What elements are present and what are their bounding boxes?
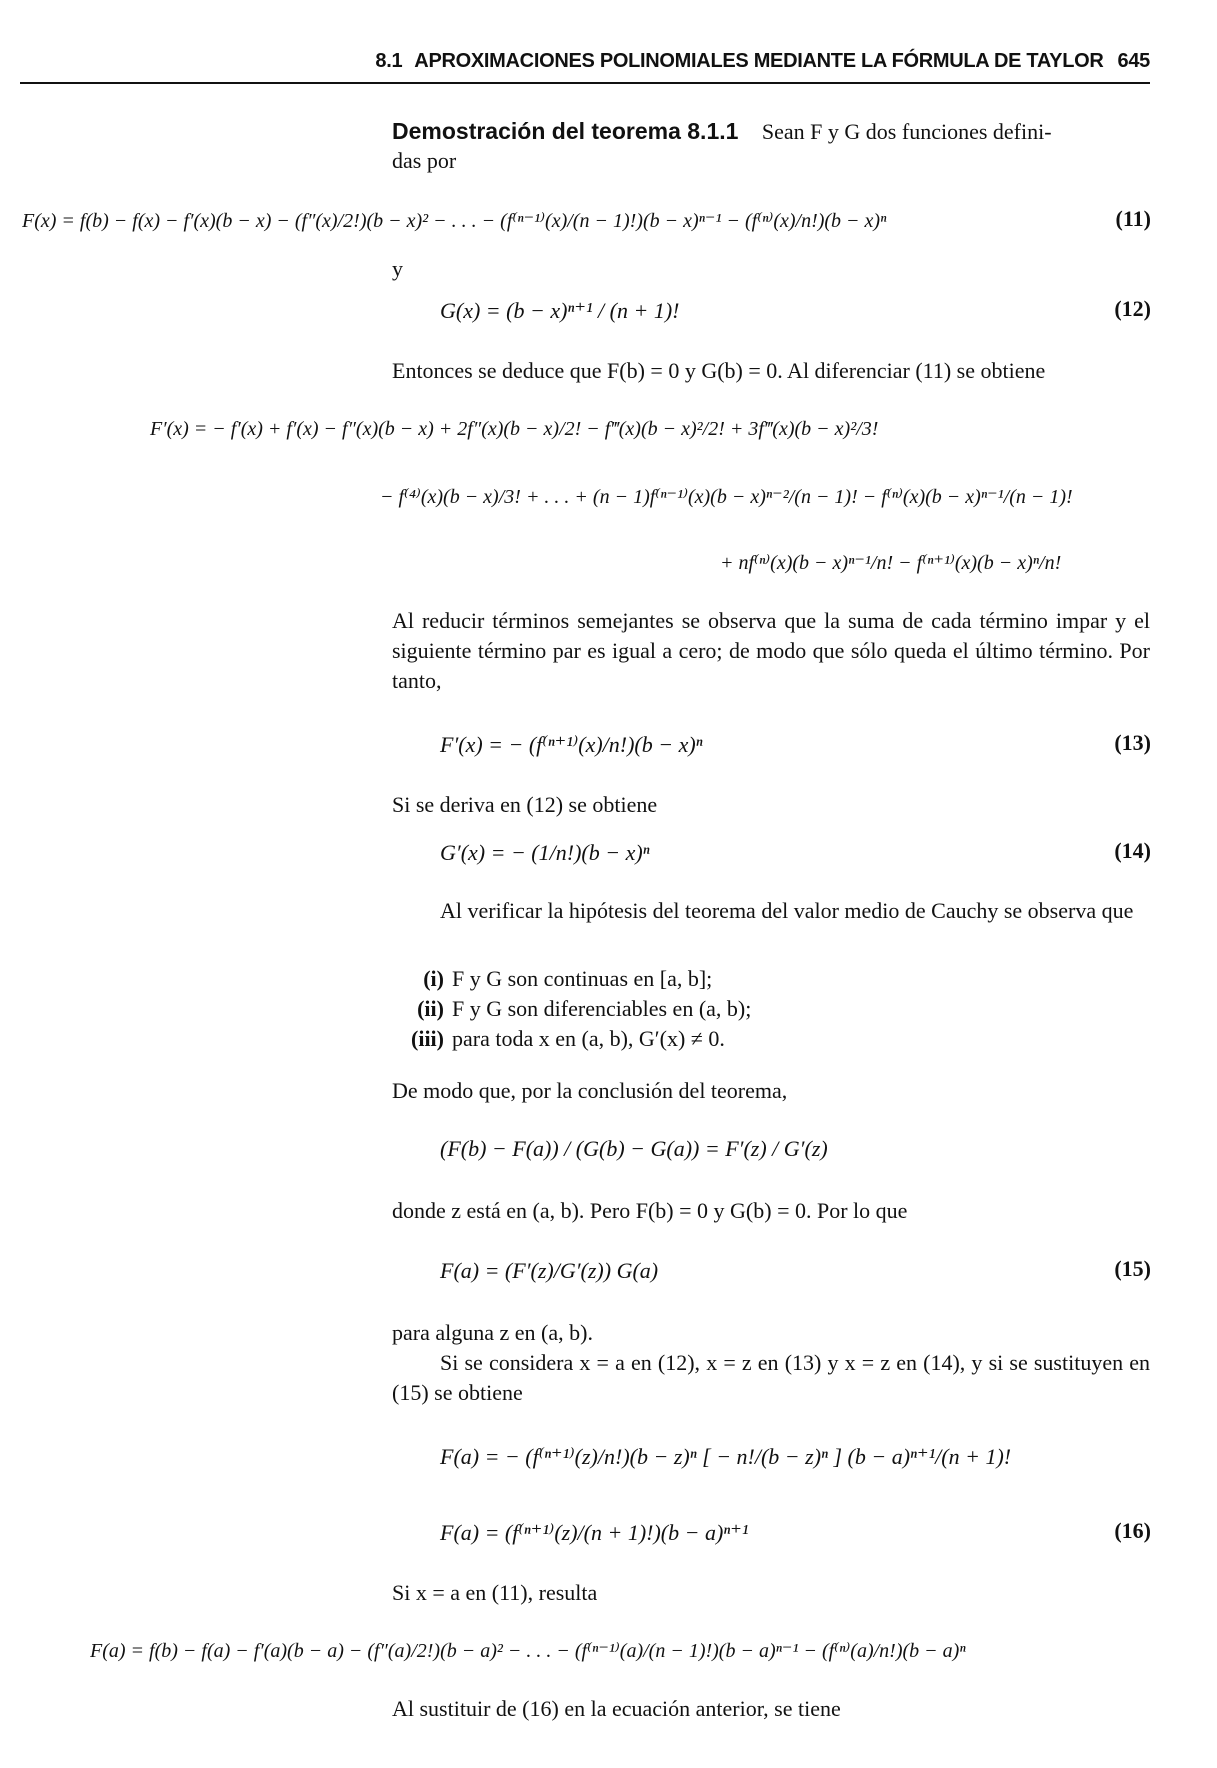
header-title-block xyxy=(375,50,1150,73)
equation-15-number: (15) xyxy=(1114,1256,1151,1281)
equation-15: F(a) = (F′(z)/G′(z)) G(a) xyxy=(440,1258,659,1283)
hypothesis-label: (ii) xyxy=(417,996,444,1021)
proof-heading: Demostración del teorema 8.1.1 xyxy=(392,118,739,144)
proof-intro xyxy=(392,116,1052,147)
some-z-line: para alguna z en (a, b). xyxy=(392,1320,593,1345)
proof-intro-line1: Sean F y G dos funciones defini- xyxy=(761,119,1052,144)
equation-16-number: (16) xyxy=(1114,1518,1151,1543)
equation-14: G′(x) = − (1/n!)(b − x)ⁿ xyxy=(440,840,650,865)
section-number: 8.1 xyxy=(375,50,403,72)
equation-11-number: (11) xyxy=(1115,206,1151,231)
if-x-a-line: Si x = a en (11), resulta xyxy=(392,1580,598,1605)
derivative-line-2: − f⁽⁴⁾(x)(b − x)/3! + . . . + (n − 1)f⁽ⁿ⁻¹⁾(x)(b − x)ⁿ⁻²/(n − 1)! − f⁽ⁿ⁾(x)(b − x)ⁿ⁻¹/(n − 1)! xyxy=(380,486,1073,508)
derivative-line-1: F′(x) = − f′(x) + f′(x) − f″(x)(b − x) + 2f″(x)(b − x)/2! − f‴(x)(b − x)²/2! + 3f‴(x)(b − x)²/3! xyxy=(150,418,879,440)
equation-12-number: (12) xyxy=(1114,296,1151,321)
running-header xyxy=(20,48,1150,84)
hypothesis-text: F y G son continuas en [a, b]; xyxy=(452,966,713,991)
deduce-line: Entonces se deduce que F(b) = 0 y G(b) = 0. Al diferenciar (11) se obtiene xyxy=(392,358,1046,383)
substituting-line: Al sustituir de (16) en la ecuación anterior, se tiene xyxy=(392,1696,841,1721)
final-equation: F(a) = f(b) − f(a) − f′(a)(b − a) − (f″(a)/2!)(b − a)² − . . . − (f⁽ⁿ⁻¹⁾(a)/(n − 1)!)(b − a)ⁿ⁻¹ − (f⁽ⁿ⁾(a)/n!)(b − a)ⁿ xyxy=(90,1640,966,1662)
hypothesis-item xyxy=(400,996,751,1022)
proof-intro-line2: das por xyxy=(392,148,457,173)
derivative-line-3: + nf⁽ⁿ⁾(x)(b − x)ⁿ⁻¹/n! − f⁽ⁿ⁺¹⁾(x)(b − x)ⁿ/n! xyxy=(720,552,1062,574)
hypothesis-text: para toda x en (a, b), G′(x) ≠ 0. xyxy=(452,1026,725,1051)
reduce-paragraph: Al reducir términos semejantes se observa que la suma de cada término impar y el siguiente término par es igual a cero; de modo que sólo queda el último término. Por tanto, xyxy=(392,608,1150,693)
consider-paragraph: Si se considera x = a en (12), x = z en (13) y x = z en (14), y si se sustituyen en (15) se obtiene xyxy=(392,1350,1150,1405)
section-title: APROXIMACIONES POLINOMIALES MEDIANTE LA FÓRMULA DE TAYLOR xyxy=(414,50,1104,72)
hypothesis-label: (i) xyxy=(423,966,444,991)
hypothesis-item xyxy=(400,966,712,992)
equation-13-number: (13) xyxy=(1114,730,1151,755)
cauchy-paragraph: Al verificar la hipótesis del teorema del valor medio de Cauchy se observa que xyxy=(440,898,1134,923)
conjunction-y: y xyxy=(392,256,403,281)
equation-14-number: (14) xyxy=(1114,838,1151,863)
substitution-equation: F(a) = − (f⁽ⁿ⁺¹⁾(z)/n!)(b − z)ⁿ [ − n!/(b − z)ⁿ ] (b − a)ⁿ⁺¹/(n + 1)! xyxy=(440,1444,1012,1469)
cauchy-equation: (F(b) − F(a)) / (G(b) − G(a)) = F′(z) / G′(z) xyxy=(440,1136,828,1161)
page-number: 645 xyxy=(1117,50,1150,72)
equation-16: F(a) = (f⁽ⁿ⁺¹⁾(z)/(n + 1)!)(b − a)ⁿ⁺¹ xyxy=(440,1520,749,1545)
hypothesis-text: F y G son diferenciables en (a, b); xyxy=(452,996,752,1021)
where-line: donde z está en (a, b). Pero F(b) = 0 y G(b) = 0. Por lo que xyxy=(392,1198,908,1223)
equation-13: F′(x) = − (f⁽ⁿ⁺¹⁾(x)/n!)(b − x)ⁿ xyxy=(440,732,703,757)
equation-11: F(x) = f(b) − f(x) − f′(x)(b − x) − (f″(x)/2!)(b − x)² − . . . − (f⁽ⁿ⁻¹⁾(x)/(n − 1)!)(b − x)ⁿ⁻¹ − (f⁽ⁿ⁾(x)/n!)(b − x)ⁿ xyxy=(22,210,887,232)
hypothesis-label: (iii) xyxy=(411,1026,444,1051)
conclusion-line: De modo que, por la conclusión del teorema, xyxy=(392,1078,788,1103)
hypothesis-item xyxy=(400,1026,725,1052)
derive-12-line: Si se deriva en (12) se obtiene xyxy=(392,792,658,817)
equation-12: G(x) = (b − x)ⁿ⁺¹ / (n + 1)! xyxy=(440,298,680,323)
